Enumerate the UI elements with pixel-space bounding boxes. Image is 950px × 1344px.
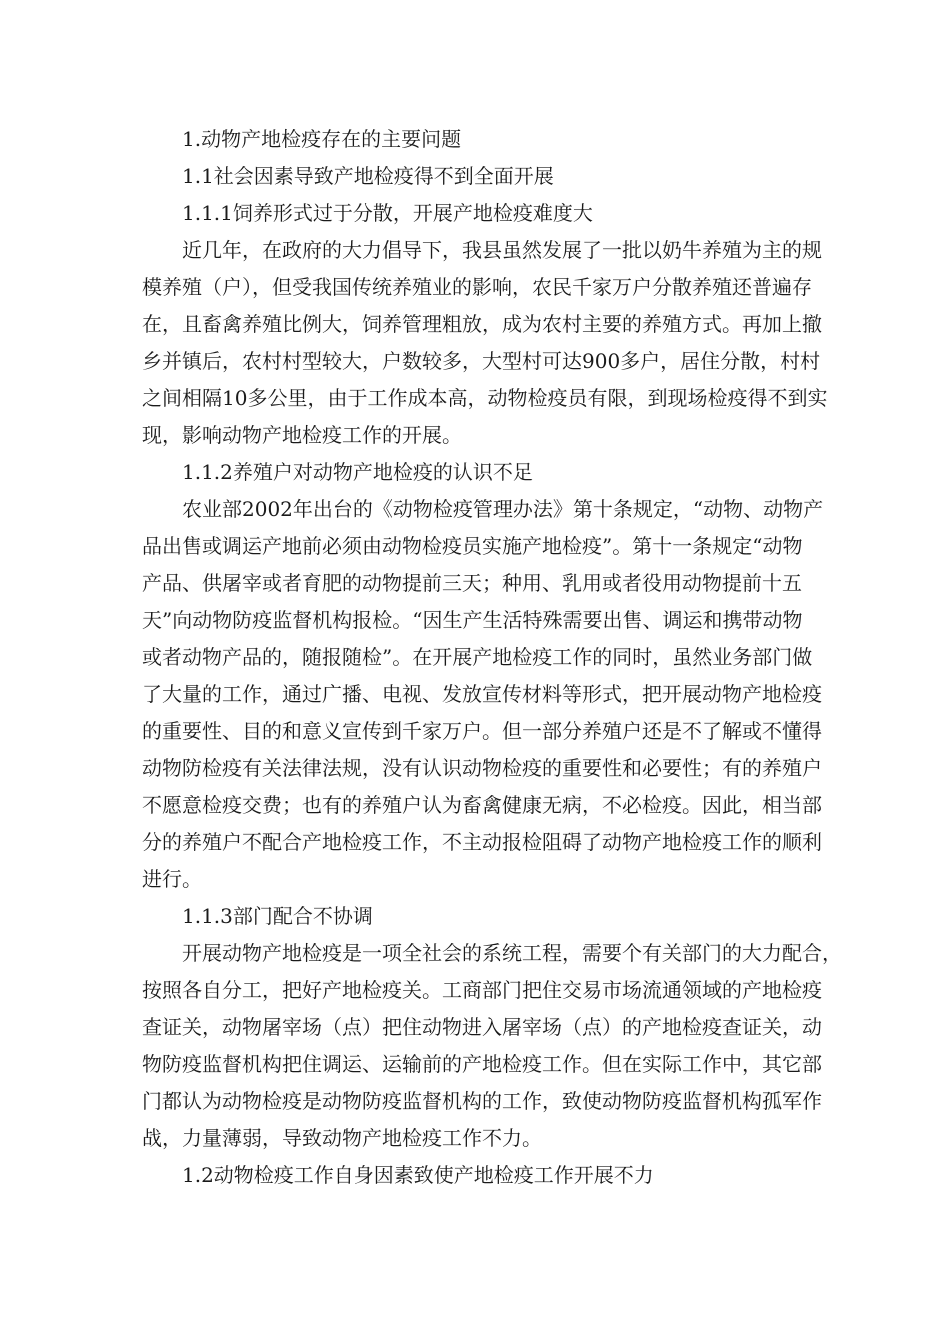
paragraph-line: 了大量的工作，通过广播、电视、发放宣传材料等形式，把开展动物产地检疫 xyxy=(142,682,822,706)
heading-section-1-1-1: 1.1.1饲养形式过于分散，开展产地检疫难度大 xyxy=(182,201,593,225)
heading-section-1-1: 1.1社会因素导致产地检疫得不到全面开展 xyxy=(182,164,554,188)
paragraph-line: 模养殖（户），但受我国传统养殖业的影响，农民千家万户分散养殖还普遍存 xyxy=(142,275,812,299)
document-body xyxy=(142,121,842,1194)
paragraph-line: 进行。 xyxy=(142,867,202,891)
paragraph-line: 产品、供屠宰或者育肥的动物提前三天；种用、乳用或者役用动物提前十五 xyxy=(142,571,802,595)
paragraph-line: 农业部2002年出台的《动物检疫管理办法》第十条规定，“动物、动物产 xyxy=(182,497,824,521)
paragraph-line: 天”向动物防疫监督机构报检。“因生产生活特殊需要出售、调运和携带动物 xyxy=(142,608,803,632)
paragraph-line: 门都认为动物检疫是动物防疫监督机构的工作，致使动物防疫监督机构孤军作 xyxy=(142,1089,822,1113)
paragraph-line: 的重要性、目的和意义宣传到千家万户。但一部分养殖户还是不了解或不懂得 xyxy=(142,719,822,743)
paragraph-line: 查证关，动物屠宰场（点）把住动物进入屠宰场（点）的产地检疫查证关，动 xyxy=(142,1015,822,1039)
paragraph-line: 或者动物产品的，随报随检”。在开展产地检疫工作的同时，虽然业务部门做 xyxy=(142,645,813,669)
paragraph-line: 现，影响动物产地检疫工作的开展。 xyxy=(142,423,462,447)
paragraph-line: 开展动物产地检疫是一项全社会的系统工程，需要个有关部门的大力配合， xyxy=(182,941,842,965)
heading-section-1: 1.动物产地检疫存在的主要问题 xyxy=(182,127,462,151)
heading-section-1-1-2: 1.1.2养殖户对动物产地检疫的认识不足 xyxy=(182,460,533,484)
paragraph-line: 不愿意检疫交费；也有的养殖户认为畜禽健康无病，不必检疫。因此，相当部 xyxy=(142,793,822,817)
paragraph-line: 之间相隔10多公里，由于工作成本高，动物检疫员有限，到现场检疫得不到实 xyxy=(142,386,828,410)
paragraph-line: 分的养殖户不配合产地检疫工作，不主动报检阻碍了动物产地检疫工作的顺利 xyxy=(142,830,822,854)
paragraph-line: 近几年，在政府的大力倡导下，我县虽然发展了一批以奶牛养殖为主的规 xyxy=(182,238,822,262)
heading-section-1-1-3: 1.1.3部门配合不协调 xyxy=(182,904,373,928)
paragraph-line: 物防疫监督机构把住调运、运输前的产地检疫工作。但在实际工作中，其它部 xyxy=(142,1052,822,1076)
paragraph-line: 战，力量薄弱，导致动物产地检疫工作不力。 xyxy=(142,1126,542,1150)
paragraph-line: 动物防检疫有关法律法规，没有认识动物检疫的重要性和必要性；有的养殖户 xyxy=(142,756,822,780)
paragraph-line: 乡并镇后，农村村型较大，户数较多，大型村可达900多户，居住分散，村村 xyxy=(142,349,821,373)
paragraph-line: 在，且畜禽养殖比例大，饲养管理粗放，成为农村主要的养殖方式。再加上撤 xyxy=(142,312,822,336)
paragraph-line: 按照各自分工，把好产地检疫关。工商部门把住交易市场流通领域的产地检疫 xyxy=(142,978,822,1002)
paragraph-line: 品出售或调运产地前必须由动物检疫员实施产地检疫”。第十一条规定“动物 xyxy=(142,534,803,558)
heading-section-1-2: 1.2动物检疫工作自身因素致使产地检疫工作开展不力 xyxy=(182,1163,654,1187)
